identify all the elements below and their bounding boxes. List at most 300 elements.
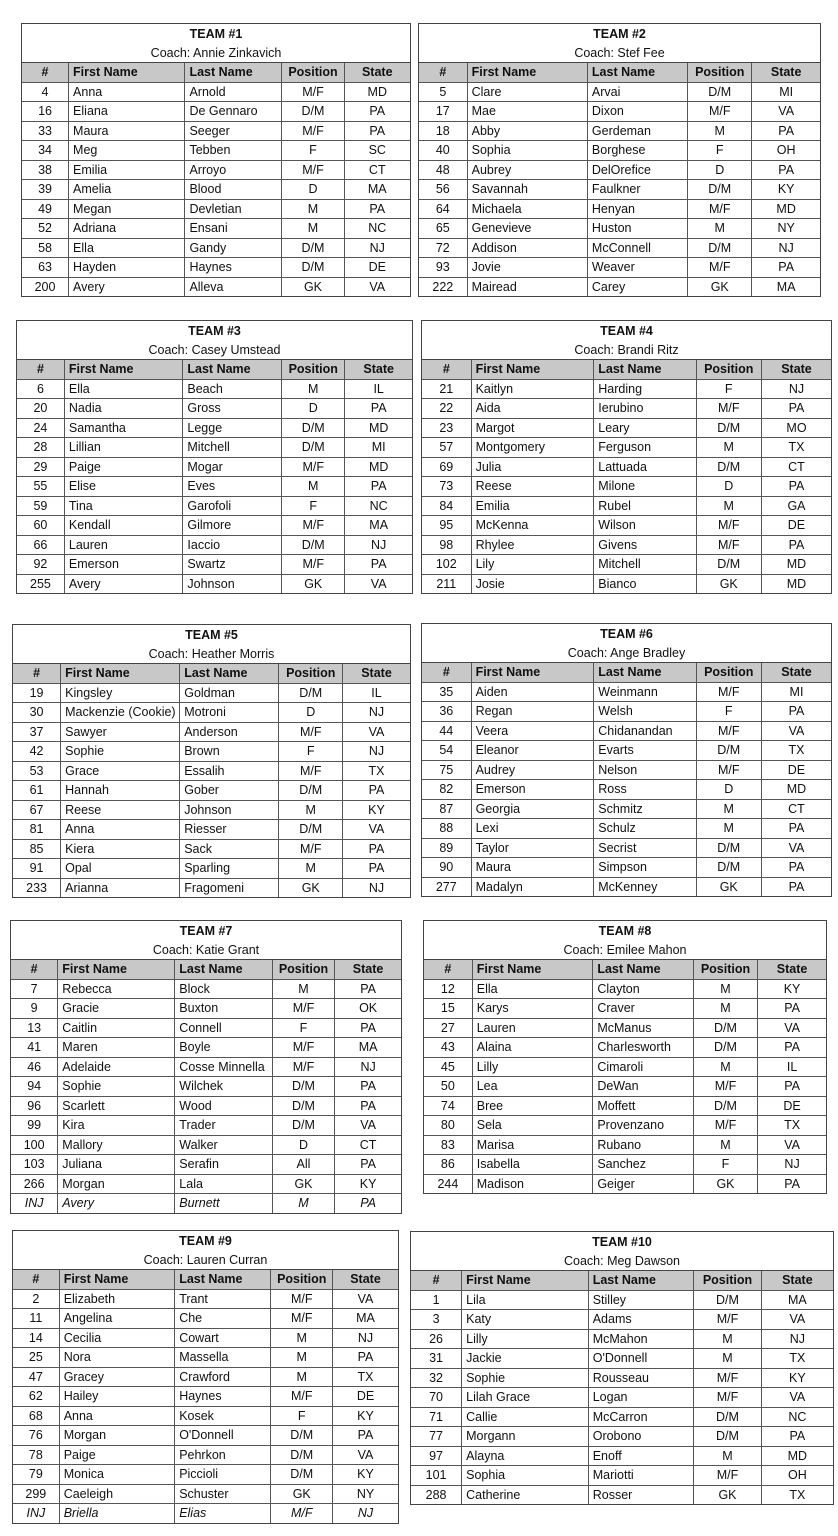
cell-last-name: Legge [183,418,282,438]
cell-number: 78 [13,1445,59,1465]
cell-number: 56 [419,180,467,200]
column-header-number: # [11,960,58,979]
cell-first-name: Lilly [472,1057,593,1077]
coach-name: Coach: Katie Grant [152,943,260,957]
player-row [11,1018,401,1038]
cell-state: MD [761,1446,833,1466]
cell-state: PA [345,555,412,575]
cell-number: 13 [11,1018,58,1038]
cell-position: GK [272,1174,334,1194]
team-title: TEAM #9 [179,1234,232,1248]
column-header-state: State [761,1271,833,1290]
cell-state: KY [752,180,820,200]
cell-number: 75 [422,760,471,780]
cell-position: M/F [279,761,343,781]
cell-position: M/F [282,516,345,536]
player-row [11,1038,401,1058]
cell-state: PA [344,102,410,122]
player-row [13,839,410,859]
cell-first-name: Anna [59,1406,175,1426]
cell-last-name: Provenzano [593,1116,694,1136]
cell-state: PA [333,1348,398,1368]
cell-number: 16 [22,102,69,122]
cell-first-name: Emilia [69,160,185,180]
column-header-last-name: Last Name [183,360,282,379]
coach-name: Coach: Emilee Mahon [563,943,687,957]
cell-first-name: Morgan [58,1174,175,1194]
cell-first-name: Anna [69,82,185,102]
player-row [17,418,412,438]
cell-first-name: Montgomery [471,438,594,458]
column-header-number: # [419,63,467,82]
cell-last-name: Haynes [185,258,282,278]
column-header-state: State [345,360,412,379]
column-header-position: Position [696,360,761,379]
cell-number: 34 [22,141,69,161]
player-row [411,1349,833,1369]
cell-state: OH [761,1466,833,1486]
cell-number: 59 [17,496,64,516]
player-row [22,102,410,122]
cell-number: 5 [419,82,467,102]
cell-first-name: Caeleigh [59,1484,175,1504]
cell-state: PA [342,781,410,801]
cell-last-name: Crawford [175,1367,271,1387]
player-row [411,1466,833,1486]
cell-state: VA [342,820,410,840]
cell-first-name: Emerson [471,780,594,800]
player-row [422,838,831,858]
player-row [22,199,410,219]
cell-state: MD [761,555,831,575]
cell-last-name: Boyle [175,1038,273,1058]
cell-first-name: Aiden [471,682,594,702]
cell-number: 64 [419,199,467,219]
cell-last-name: Connell [175,1018,273,1038]
cell-first-name: Catherine [462,1485,589,1504]
cell-last-name: Gerdeman [587,121,687,141]
player-row [17,535,412,555]
cell-number: 52 [22,219,69,239]
player-row [419,141,820,161]
team-header [13,625,410,664]
cell-first-name: Meg [69,141,185,161]
cell-last-name: Craver [593,999,694,1019]
player-row [13,800,410,820]
cell-first-name: Morgan [59,1426,175,1446]
cell-state: PA [335,1018,401,1038]
cell-number: 62 [13,1387,59,1407]
cell-number: 18 [419,121,467,141]
roster-table [411,1271,833,1504]
cell-first-name: Jackie [462,1349,589,1369]
cell-state: MD [752,199,820,219]
cell-last-name: Schulz [594,819,696,839]
player-row [11,979,401,999]
cell-state: MD [344,82,410,102]
cell-position: D/M [272,1077,334,1097]
cell-number: 233 [13,878,61,897]
column-header-state: State [344,63,410,82]
cell-state: VA [761,1310,833,1330]
cell-last-name: Ferguson [594,438,696,458]
cell-first-name: Clare [467,82,587,102]
cell-state: VA [761,1388,833,1408]
cell-last-name: Chidanandan [594,721,696,741]
cell-number: 20 [17,399,64,419]
cell-first-name: Lexi [471,819,594,839]
cell-position: D/M [694,1427,762,1447]
team-5-roster [12,624,411,898]
player-row [419,277,820,296]
cell-state: MI [752,82,820,102]
cell-number: 277 [422,877,471,896]
player-row [13,1406,398,1426]
column-header-row [424,960,826,979]
cell-number: 79 [13,1465,59,1485]
cell-last-name: Cosse Minnella [175,1057,273,1077]
cell-last-name: Schmitz [594,799,696,819]
player-row [22,160,410,180]
team-9-roster [12,1230,399,1524]
cell-last-name: Motroni [180,703,279,723]
cell-position: M [694,1329,762,1349]
cell-last-name: Gilmore [183,516,282,536]
player-row [11,1077,401,1097]
cell-state: MA [761,1290,833,1310]
cell-number: 266 [11,1174,58,1194]
cell-first-name: Rebecca [58,979,175,999]
cell-position: M [693,979,757,999]
cell-first-name: Adelaide [58,1057,175,1077]
cell-state: PA [758,1038,826,1058]
cell-first-name: Nadia [64,399,183,419]
cell-last-name: Trant [175,1289,271,1309]
cell-first-name: Isabella [472,1155,593,1175]
cell-last-name: Wood [175,1096,273,1116]
cell-position: M [282,477,345,497]
cell-state: TX [761,741,831,761]
cell-position: D/M [696,838,761,858]
team-title: TEAM #5 [185,628,238,642]
cell-state: MD [345,457,412,477]
cell-last-name: Walker [175,1135,273,1155]
player-row [13,1387,398,1407]
cell-number: 38 [22,160,69,180]
player-row [411,1290,833,1310]
cell-state: NJ [752,238,820,258]
cell-first-name: Aida [471,399,594,419]
cell-number: 33 [22,121,69,141]
player-row [13,820,410,840]
cell-position: D/M [271,1465,333,1485]
cell-position: M/F [696,516,761,536]
team-title: TEAM #4 [600,324,653,338]
cell-state: NJ [342,878,410,897]
cell-last-name: Gross [183,399,282,419]
cell-number: INJ [13,1504,59,1523]
column-header-number: # [411,1271,462,1290]
cell-last-name: Lattuada [594,457,696,477]
column-header-number: # [17,360,64,379]
player-row [17,574,412,593]
cell-position: F [688,141,752,161]
cell-state: PA [761,399,831,419]
team-header [411,1232,833,1271]
cell-position: D/M [696,418,761,438]
cell-position: F [282,496,345,516]
cell-first-name: Kiera [61,839,180,859]
cell-last-name: Geiger [593,1174,694,1193]
cell-state: MD [761,780,831,800]
cell-first-name: Adriana [69,219,185,239]
cell-number: 69 [422,457,471,477]
player-row [419,258,820,278]
cell-state: NJ [342,703,410,723]
cell-state: TX [761,1485,833,1504]
team-header [11,921,401,960]
cell-number: 84 [422,496,471,516]
column-header-number: # [22,63,69,82]
cell-first-name: Addison [467,238,587,258]
injured-player-row [11,1194,401,1213]
cell-number: 222 [419,277,467,296]
cell-first-name: Josie [471,574,594,593]
player-row [419,238,820,258]
cell-position: M [696,819,761,839]
cell-first-name: Genevieve [467,219,587,239]
cell-first-name: Ella [69,238,185,258]
player-row [422,702,831,722]
cell-state: KY [342,800,410,820]
column-header-position: Position [272,960,334,979]
cell-number: 70 [411,1388,462,1408]
cell-number: 7 [11,979,58,999]
player-row [424,999,826,1019]
cell-last-name: Serafin [175,1155,273,1175]
cell-first-name: Monica [59,1465,175,1485]
cell-state: MA [752,277,820,296]
cell-first-name: Briella [59,1504,175,1523]
cell-position: D/M [282,258,344,278]
cell-state: NJ [761,1329,833,1349]
player-row [422,516,831,536]
cell-number: 103 [11,1155,58,1175]
cell-state: OK [335,999,401,1019]
cell-position: D/M [694,1290,762,1310]
cell-state: PA [342,859,410,879]
cell-last-name: Seeger [185,121,282,141]
cell-position: D/M [693,1038,757,1058]
player-row [424,1135,826,1155]
player-row [11,1057,401,1077]
cell-first-name: Scarlett [58,1096,175,1116]
cell-state: IL [342,683,410,703]
cell-first-name: Aubrey [467,160,587,180]
roster-table [424,960,826,1193]
player-row [424,1155,826,1175]
column-header-first-name: First Name [467,63,587,82]
player-row [422,496,831,516]
cell-position: M [696,438,761,458]
cell-position: D/M [688,180,752,200]
cell-number: 74 [424,1096,472,1116]
cell-first-name: Cecilia [59,1328,175,1348]
player-row [13,722,410,742]
column-header-state: State [333,1270,398,1289]
player-row [422,438,831,458]
cell-first-name: Tina [64,496,183,516]
cell-last-name: Weaver [587,258,687,278]
player-row [411,1368,833,1388]
cell-position: F [271,1406,333,1426]
cell-first-name: Grace [61,761,180,781]
player-row [411,1310,833,1330]
cell-first-name: McKenna [471,516,594,536]
team-8-roster [423,920,827,1194]
player-row [411,1407,833,1427]
cell-number: 90 [422,858,471,878]
cell-number: 200 [22,277,69,296]
team-header [422,321,831,360]
cell-last-name: McConnell [587,238,687,258]
roster-table [13,664,410,897]
player-row [422,799,831,819]
cell-number: 45 [424,1057,472,1077]
coach-name: Coach: Meg Dawson [563,1254,681,1268]
cell-state: PA [752,258,820,278]
cell-first-name: Arianna [61,878,180,897]
cell-number: 61 [13,781,61,801]
cell-state: NJ [342,742,410,762]
cell-state: VA [333,1289,398,1309]
cell-first-name: Hailey [59,1387,175,1407]
cell-position: M [272,979,334,999]
cell-state: NY [333,1484,398,1504]
cell-number: 83 [424,1135,472,1155]
cell-position: M/F [271,1387,333,1407]
cell-position: D/M [688,82,752,102]
cell-last-name: Cowart [175,1328,271,1348]
player-row [422,682,831,702]
cell-number: 30 [13,703,61,723]
cell-state: PA [761,819,831,839]
cell-state: PA [752,121,820,141]
cell-position: F [272,1018,334,1038]
cell-number: 98 [422,535,471,555]
cell-state: PA [344,199,410,219]
cell-state: VA [761,721,831,741]
cell-position: D/M [282,535,345,555]
column-header-number: # [13,664,61,683]
column-header-row [422,663,831,682]
cell-position: M/F [271,1289,333,1309]
cell-state: DE [758,1096,826,1116]
cell-number: 53 [13,761,61,781]
cell-position: M [282,199,344,219]
cell-state: MA [344,180,410,200]
cell-position: M [693,999,757,1019]
cell-number: 32 [411,1368,462,1388]
column-header-row [11,960,401,979]
cell-first-name: Sophie [462,1368,589,1388]
cell-state: NJ [345,535,412,555]
player-row [424,1096,826,1116]
cell-position: F [696,379,761,399]
player-row [11,1116,401,1136]
coach-name: Coach: Brandi Ritz [574,343,679,357]
cell-position: M [693,1135,757,1155]
cell-position: D/M [694,1407,762,1427]
cell-last-name: Ross [594,780,696,800]
cell-position: M/F [696,760,761,780]
column-header-row [17,360,412,379]
cell-first-name: Mairead [467,277,587,296]
cell-first-name: Madison [472,1174,593,1193]
column-header-first-name: First Name [472,960,593,979]
cell-state: NY [752,219,820,239]
cell-first-name: Sophie [58,1077,175,1097]
cell-last-name: Brown [180,742,279,762]
team-title: TEAM #3 [188,324,241,338]
cell-number: 299 [13,1484,59,1504]
cell-state: KY [335,1174,401,1194]
cell-number: 19 [13,683,61,703]
cell-last-name: Haynes [175,1387,271,1407]
team-3-roster [16,320,413,594]
cell-position: M [272,1194,334,1213]
cell-first-name: Julia [471,457,594,477]
cell-state: NJ [758,1155,826,1175]
coach-name: Coach: Annie Zinkavich [150,46,282,60]
column-header-last-name: Last Name [175,1270,271,1289]
cell-first-name: Maura [471,858,594,878]
cell-position: M [688,219,752,239]
cell-last-name: Borghese [587,141,687,161]
player-row [411,1388,833,1408]
cell-first-name: Reese [471,477,594,497]
cell-state: DE [761,516,831,536]
cell-position: F [696,702,761,722]
cell-last-name: Arnold [185,82,282,102]
cell-number: 17 [419,102,467,122]
cell-first-name: Gracie [58,999,175,1019]
player-row [13,781,410,801]
cell-state: PA [761,1427,833,1447]
player-row [424,1038,826,1058]
cell-number: 71 [411,1407,462,1427]
cell-state: PA [335,1077,401,1097]
cell-position: M/F [696,535,761,555]
cell-state: PA [345,399,412,419]
cell-first-name: Paige [59,1445,175,1465]
cell-number: 11 [13,1309,59,1329]
cell-first-name: Marisa [472,1135,593,1155]
cell-number: 37 [13,722,61,742]
cell-number: 26 [411,1329,462,1349]
cell-number: 36 [422,702,471,722]
cell-last-name: Weinmann [594,682,696,702]
cell-last-name: Devletian [185,199,282,219]
cell-state: TX [761,1349,833,1369]
player-row [13,761,410,781]
cell-number: 93 [419,258,467,278]
cell-state: VA [333,1445,398,1465]
cell-number: 12 [424,979,472,999]
cell-last-name: Mitchell [183,438,282,458]
cell-first-name: Callie [462,1407,589,1427]
cell-number: 24 [17,418,64,438]
